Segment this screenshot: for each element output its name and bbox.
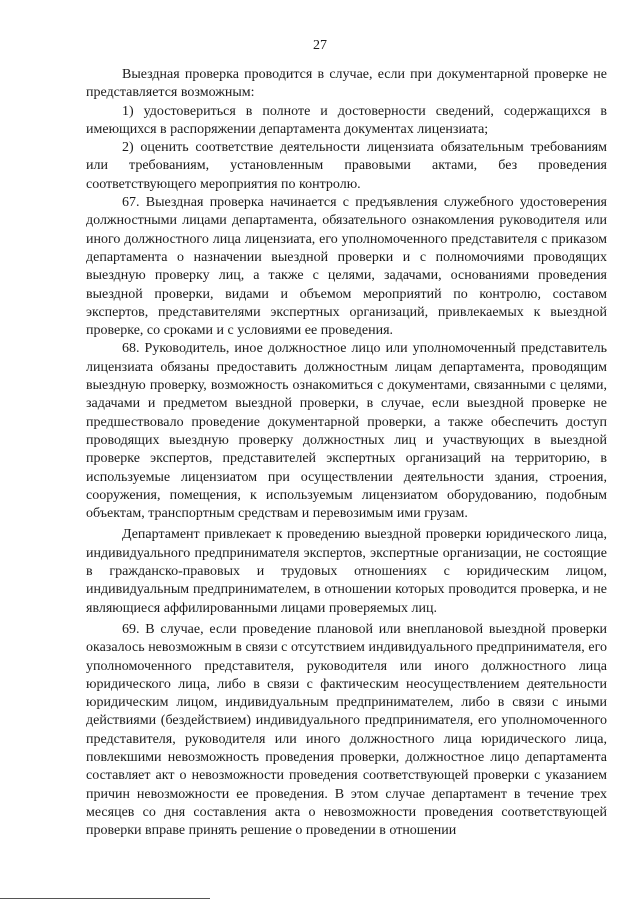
paragraph-item-1: 1) удостовериться в полноте и достоверности сведений, содержащихся в имеющихся в распоряжении департамента документах лицензиата;: [86, 103, 607, 137]
paragraph-department: Департамент привлекает к проведению выездной проверки юридического лица, индивидуального предпринимателя экспертов, экспертные организации, не состоящие в гражданско-правовых и трудовых отношениях с юридическим лицом, индивидуальным предпринимателем, в отношении которых проводится проверка, и не являющиеся аффилированными лицами проверяемых лиц.: [86, 527, 607, 616]
paragraph-item-2: 2) оценить соответствие деятельности лицензиата обязательным требованиям или требованиям, установленным правовыми актами, без проведения соответствующего мероприятия по контролю.: [86, 140, 607, 192]
document-body: [86, 66, 607, 840]
paragraph-intro: Выездная проверка проводится в случае, если при документарной проверке не представляется возможным:: [86, 67, 607, 101]
paragraph-67: 67. Выездная проверка начинается с предъявления служебного удостоверения должностными лицами департамента, обязательного ознакомления руководителя или иного должностного лица лицензиата, его уполномоченного представителя с приказом департамента о назначении выездной проверки и с полномочиями проводящих выездную проверку лиц, а также с целями, задачами, основаниями проведения выездной проверки, видами и объемом мероприятий по контролю, составом экспертов, представителями экспертных организаций, привлекаемых к выездной проверке, со сроками и с условиями ее проведения.: [86, 195, 607, 339]
footer-rule: [0, 898, 210, 899]
paragraph-69: 69. В случае, если проведение плановой или внеплановой выездной проверки оказалось невозможным в связи с отсутствием индивидуального предпринимателя, его уполномоченного представителя, руководителя или иного должностного лица юридического лица, либо в связи с фактическим неосуществлением деятельности юридическим лицом, индивидуальным предпринимателем, либо в связи с иными действиями (бездействием) индивидуального предпринимателя, его уполномоченного представителя, руководителя или иного должностного лица юридического лица, повлекшими невозможность проведения проверки, должностное лицо департамента составляет акт о невозможности проведения соответствующей проверки с указанием причин невозможности ее проведения. В этом случае департамент в течение трех месяцев со дня составления акта о невозможности проведения соответствующей проверки вправе принять решение о проведении в отношении: [86, 621, 607, 839]
paragraph-68: 68. Руководитель, иное должностное лицо или уполномоченный представитель лицензиата обязаны предоставить должностным лицам департамента, проводящим выездную проверку, возможность ознакомиться с документами, связанными с целями, задачами и предметом выездной проверки, в случае, если выездной проверке не предшествовало проведение документарной проверки, а также обеспечить доступ проводящих выездную проверку должностных лиц и участвующих в выездной проверке экспертов, представителей экспертных организаций на территорию, в используемые лицензиатом при осуществлении деятельности здания, строения, сооружения, помещения, к используемым лицензиатом оборудованию, подобным объектам, транспортным средствам и перевозимым ими грузам.: [86, 341, 607, 522]
page-number: 27: [313, 38, 327, 53]
